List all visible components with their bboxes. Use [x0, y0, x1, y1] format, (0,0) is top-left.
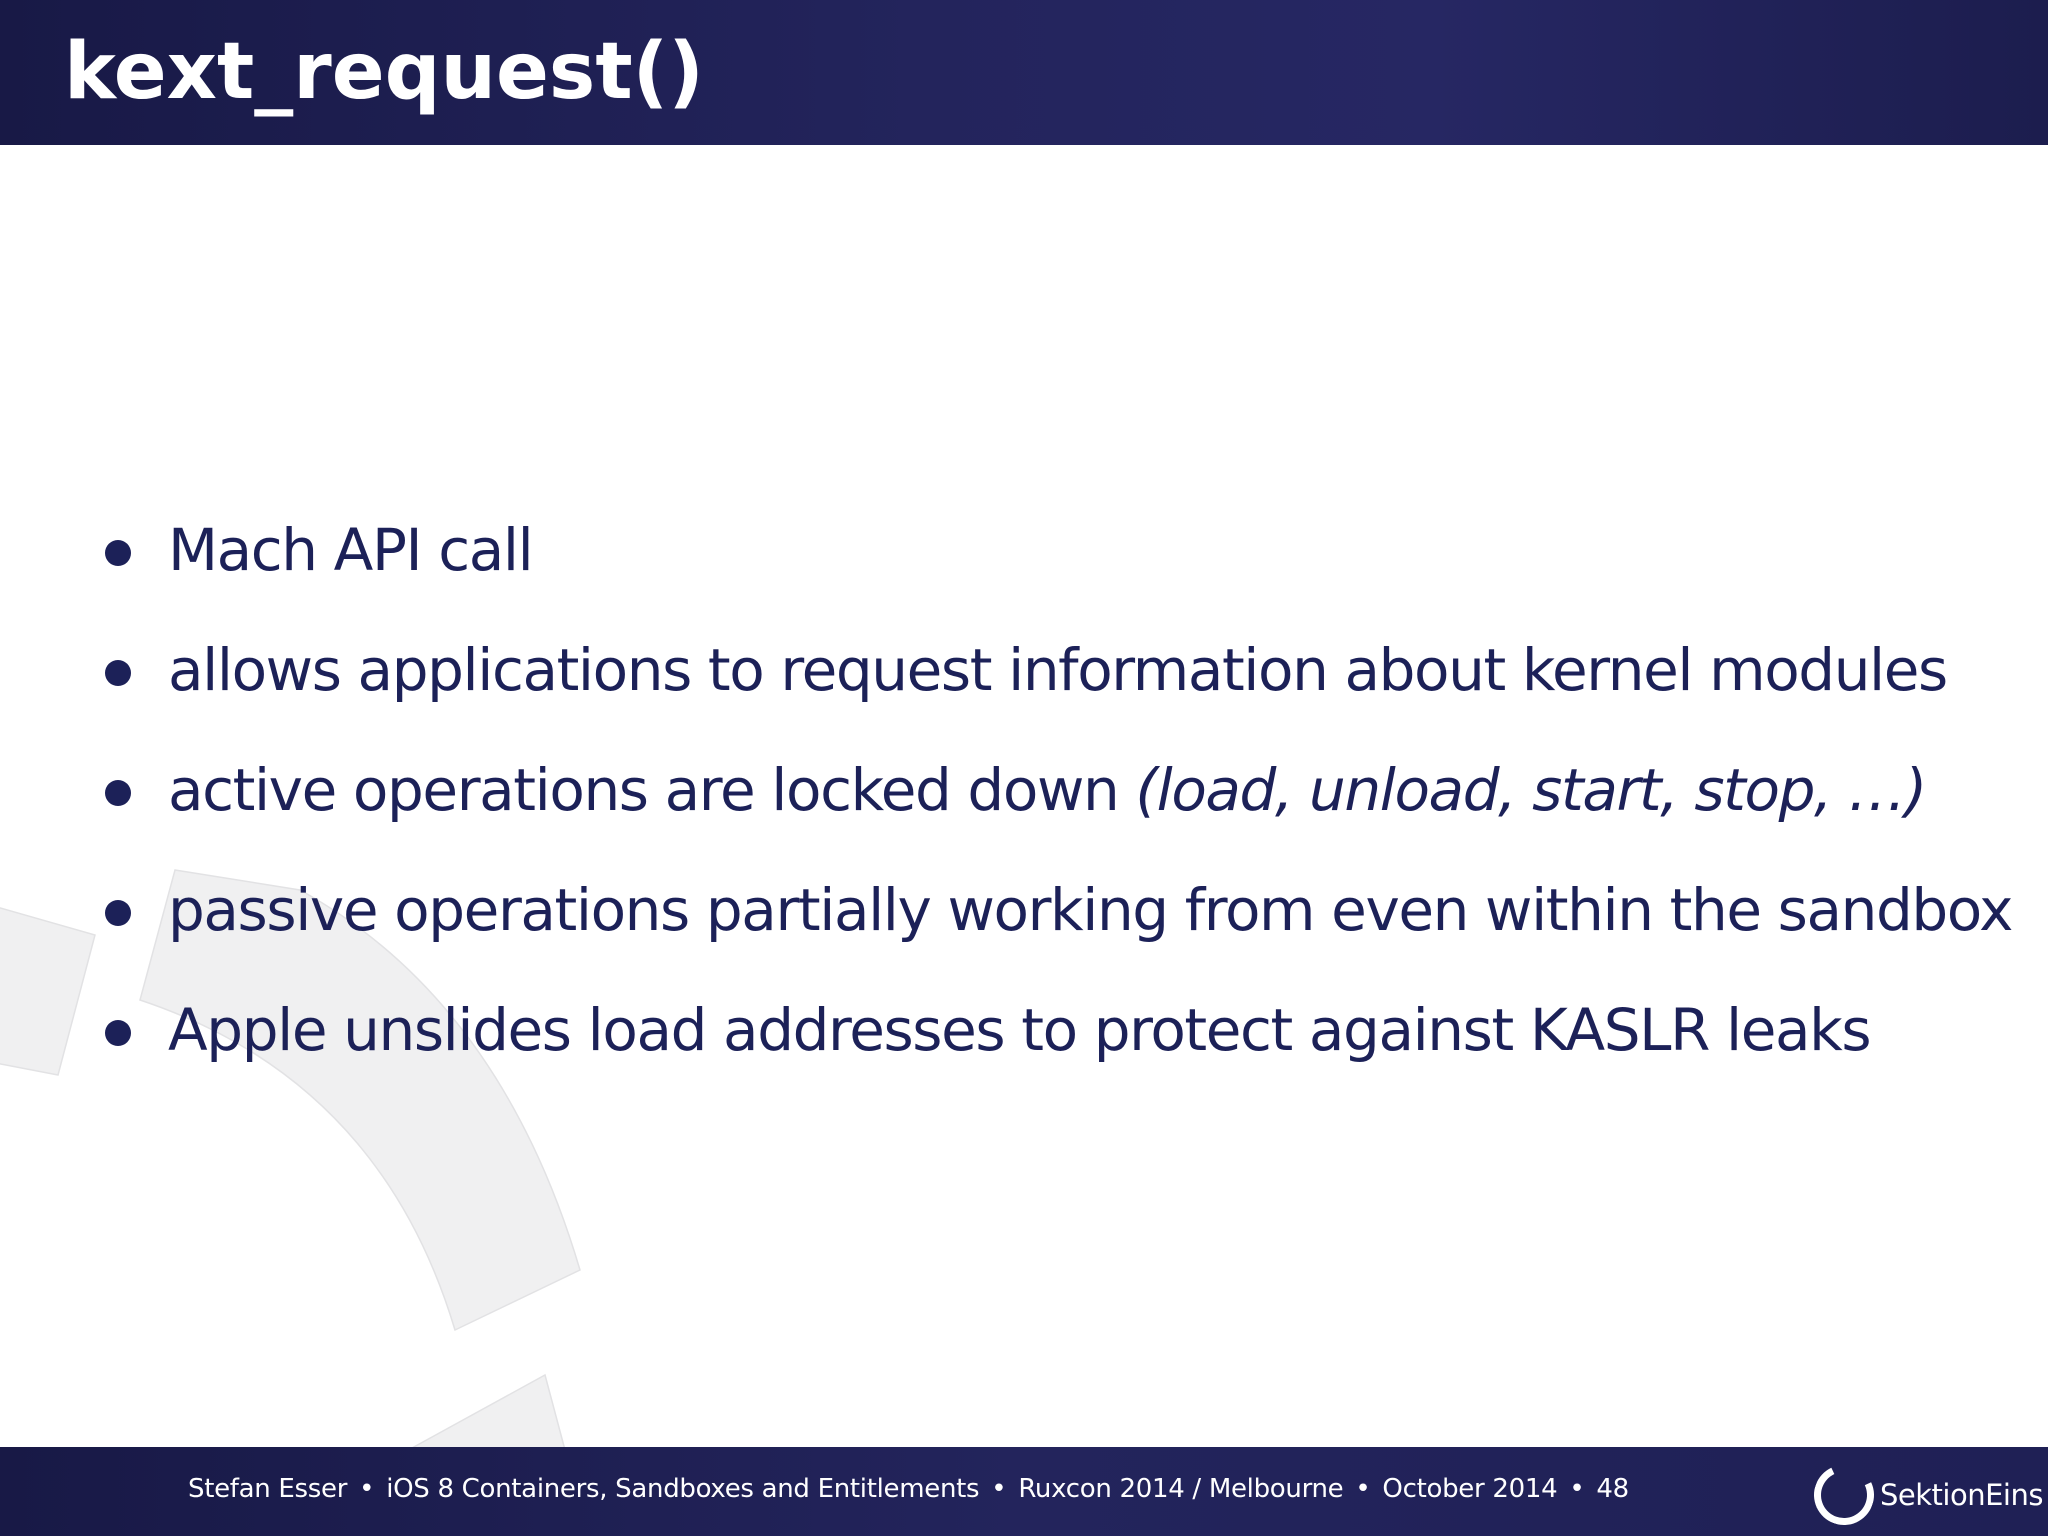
title-bar — [0, 0, 2048, 145]
footer-info — [188, 1469, 1629, 1509]
footer-separator: • — [359, 1474, 375, 1504]
ring-icon — [1806, 1457, 1883, 1534]
bullet-text: passive operations partially working from even within the sandbox — [168, 876, 2013, 944]
footer-bar — [0, 1447, 2048, 1536]
ring-segment-bottom — [412, 1375, 565, 1450]
bullet-italic-text: (load, unload, start, stop, …) — [1135, 756, 1926, 824]
slide-title: kext_request() — [64, 27, 704, 117]
bullet-dot-icon — [105, 900, 131, 926]
bullet-text: Mach API call — [168, 516, 533, 584]
bullet-dot-icon — [105, 1020, 131, 1046]
bullet-text: Apple unslides load addresses to protect against KASLR leaks — [168, 996, 1871, 1064]
footer-separator: • — [1355, 1474, 1371, 1504]
ring-segment-left — [0, 905, 95, 1075]
page-number: 48 — [1596, 1474, 1629, 1504]
footer-separator: • — [991, 1474, 1007, 1504]
bullet-dot-icon — [105, 540, 131, 566]
logo-text: SektionEins — [1880, 1478, 2043, 1512]
sektioneins-logo — [1808, 1461, 2043, 1525]
bullet-text: allows applications to request information about kernel modules — [168, 636, 1947, 704]
bullet-text: active operations are locked down (load, unload, start, stop, …) — [168, 756, 1926, 824]
bullet-dot-icon — [105, 780, 131, 806]
footer-date: October 2014 — [1382, 1474, 1558, 1504]
footer-separator: • — [1569, 1474, 1585, 1504]
bullet-dot-icon — [105, 660, 131, 686]
footer-event: Ruxcon 2014 / Melbourne — [1018, 1474, 1344, 1504]
footer-author: Stefan Esser — [188, 1474, 348, 1504]
footer-talk-title: iOS 8 Containers, Sandboxes and Entitlements — [386, 1474, 980, 1504]
